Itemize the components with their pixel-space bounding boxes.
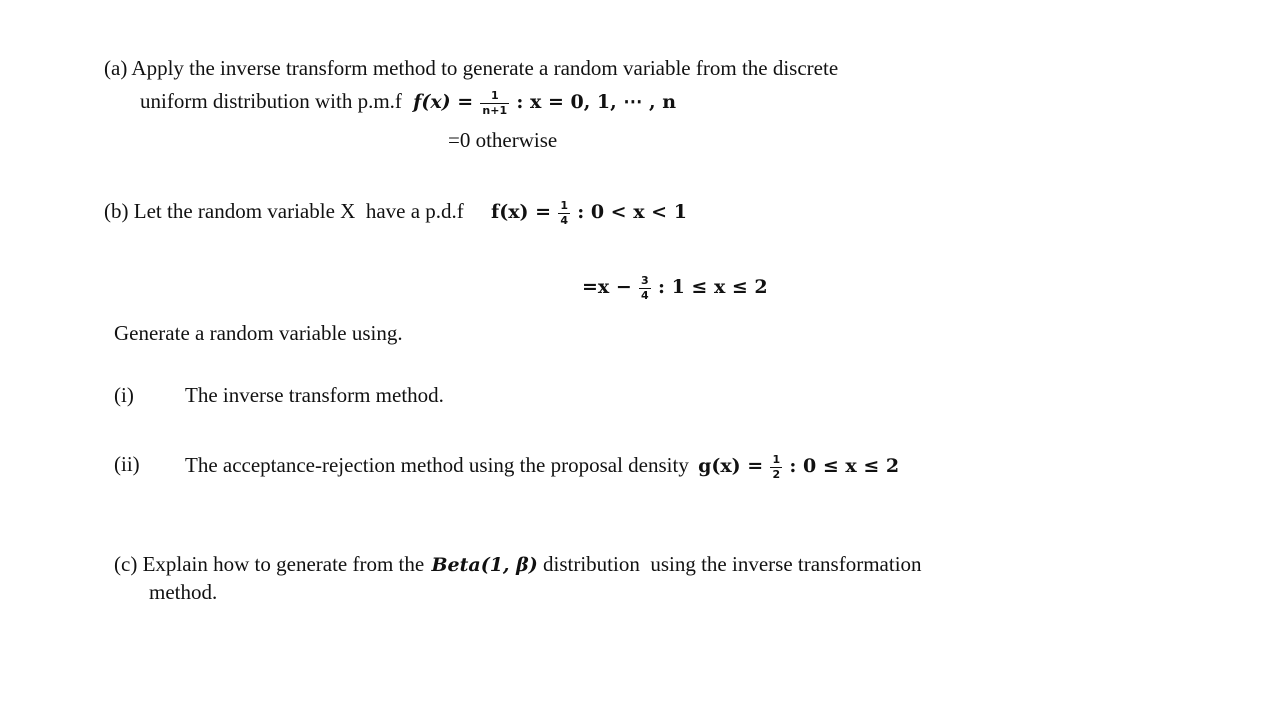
item-ii-line [185, 454, 899, 480]
part-b-line-1 [104, 200, 687, 226]
proposal-density-lhs: g(x) = [698, 454, 764, 477]
part-b-line-2 [582, 275, 768, 301]
pdf-piece-1-fraction [558, 200, 570, 226]
item-ii-text: The acceptance-rejection method using the proposal density [185, 452, 689, 477]
pdf-piece-1-numerator: 1 [560, 199, 568, 212]
part-a-line-1 [104, 58, 838, 79]
part-c-text-after: distribution using the inverse transformation [543, 552, 922, 576]
part-c-label: (c) [114, 552, 138, 576]
pmf-fraction-denominator: n+1 [482, 103, 508, 117]
item-i-label: (i) [114, 383, 134, 407]
part-c-line-2: method. [149, 580, 218, 604]
part-a-label: (a) [104, 56, 128, 80]
proposal-density-support: : 0 ≤ x ≤ 2 [789, 454, 900, 477]
pdf-piece-2-fraction [639, 275, 651, 301]
part-a-otherwise: =0 otherwise [448, 128, 558, 152]
part-c-line-1 [114, 554, 922, 575]
part-b-question-text: Let the random variable X have a p.d.f [133, 198, 464, 223]
pmf-lhs: f(x) = [413, 90, 474, 113]
part-a-pmf-intro: uniform distribution with p.m.f [140, 88, 402, 113]
part-c-text-before: Explain how to generate from the [142, 552, 425, 576]
pdf-piece-2-numerator: 3 [641, 274, 649, 287]
pdf-piece-2-lhs: =x − [582, 275, 632, 298]
generate-instruction: Generate a random variable using. [114, 321, 403, 345]
part-b-label: (b) [104, 198, 129, 223]
beta-distribution: Beta(1, β) [431, 554, 538, 576]
part-a-question-text: Apply the inverse transform method to generate a random variable from the discrete [131, 56, 839, 80]
pdf-piece-1-lhs: f(x) = [491, 200, 552, 223]
proposal-density-numerator: 1 [772, 453, 781, 466]
pmf-fraction-numerator: 1 [480, 90, 509, 104]
pdf-piece-1-denominator: 4 [560, 213, 568, 227]
pdf-piece-1-support: : 0 < x < 1 [577, 200, 687, 223]
part-a-line-2 [140, 90, 676, 116]
item-i-text: The inverse transform method. [185, 383, 444, 407]
item-ii-label: (ii) [114, 452, 140, 476]
proposal-density-fraction [770, 454, 782, 480]
pmf-support: : x = 0, 1, ⋯ , n [516, 90, 677, 113]
proposal-density-denominator: 2 [772, 467, 781, 481]
pmf-fraction [480, 90, 509, 116]
pdf-piece-2-support: : 1 ≤ x ≤ 2 [657, 275, 768, 298]
pdf-piece-2-denominator: 4 [641, 288, 649, 302]
